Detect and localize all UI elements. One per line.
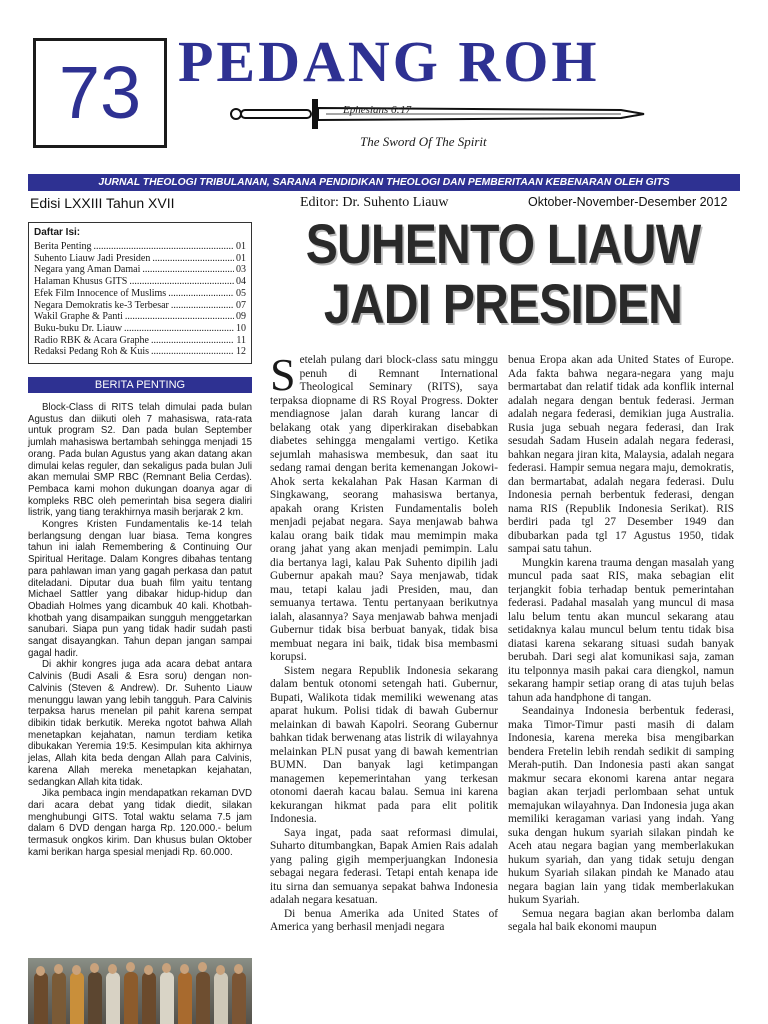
editor-label: Editor: Dr. Suhento Liauw [300,195,449,210]
toc-item[interactable]: Redaksi Pedang Roh & Kuis ..... 12 [34,346,246,358]
paragraph: Jika pembaca ingin mendapatkan rekaman DVD dari acara debat yang tidak diedit, silakan menghubungi GITS. Total waktu selama 7.5 jam dalam 6 DVD dengan harga Rp. 120.000.- belum termasuk ongkos kirim. Dan khusus bulan Oktober kami berikan harga spesial menjadi Rp. 60.000. [28,788,252,858]
toc-item[interactable]: Negara yang Aman Damai ..... 03 [34,264,246,276]
toc-item[interactable]: Suhento Liauw Jadi Presiden ..... 01 [34,253,246,265]
article-column-middle [270,354,498,1024]
article-column-right [508,354,734,1024]
issue-number: 73 [58,51,142,134]
toc-item[interactable]: Efek Film Innocence of Muslims ..... 05 [34,288,246,300]
paragraph: Sistem negara Republik Indonesia sekarang dalam bentuk otonomi setengah hati. Gubernur, Bupati, Walikota tidak memiliki wewenang atas aparat hukum. Polisi tidak di bawah Gubernur melainkan di bawah Kapolri. Seorang Gubernur bahkan tidak berwenang atas listrik di wilayahnya melainkan PLN pusat yang di bawah kementrian BUMN. Dan banyak lagi ketimpangan managemen kepemerintahan yang terkesan otonomi daerah kacau balau. Semua ini karena kekurangan hikmat pada para elit politik Indonesia. [270,664,498,825]
headline-line-1: SUHENTO LIAUW [305,212,701,275]
toc-item[interactable]: Negara Demokratis ke-3 Terbesar ..... 07 [34,300,246,312]
article-headline [301,214,705,334]
paragraph: Semua negara bagian akan berlomba dalam segala hal baik ekonomi maupun [508,907,734,933]
paragraph: Mungkin karena trauma dengan masalah yang muncul pada saat RIS, maka sebagian elit terjangkit fobia terhadap bentuk pemerintahan federasi. Padahal masalah yang muncul di masa lalu belum tentu akan muncul sekarang atau setidaknya kalau muncul belum tentu tidak bisa diatasi karena sekarang situasi sudah banyak berubah. Dari segi alat komunikasi saja, zaman itu telponnya masih pakai cara diengkol, namun sekarang hampir setiap orang di atas tujuh belas tahun ada handphone di tangan. [508,556,734,704]
edition-label: Edisi LXXIII Tahun XVII [30,195,175,211]
period-label: Oktober-November-Desember 2012 [528,195,728,209]
section-heading-berita-penting: BERITA PENTING [28,377,252,393]
toc-item[interactable]: Wakil Graphe & Panti ..... 09 [34,311,246,323]
table-of-contents [28,222,252,364]
journal-banner: JURNAL THEOLOGI TRIBULANAN, SARANA PENDIDIKAN THEOLOGI DAN PEMBERITAAN KEBENARAN OLEH GITS [28,174,740,191]
toc-item[interactable]: Halaman Khusus GITS ..... 04 [34,276,246,288]
paragraph: benua Eropa akan ada United States of Europe. Ada fakta bahwa negara-negara yang maju bermartabat dan relatif tidak ada konflik internal adalah negara dengan bentuk federasi. Jerman adalah negara federasi, demikian juga Australia. Rusia juga sebuah negara federasi, dan Irak sesudah Sadam Husein adalah negara federasi, bahkan negara jiran kita, Malaysia, adalah negara federasi. Hampir semua negara maju, demokratis, dan bermartabat, adalah negara federasi. Dulu Indonesia pernah berbentuk federasi, dengan nama RIS (Republik Indonesia Serikat). RIS berdiri pada tgl 27 Desember 1949 dan dibubarkan pada tgl 17 Agustus 1950, tidak sampai satu tahun. [508,354,734,555]
tagline: The Sword Of The Spirit [360,134,487,149]
paragraph: Setelah pulang dari block-class satu minggu penuh di Remnant International Theological Seminary (RITS), saya terpaksa diopname di RS Royal Progress. Dokter mendiagnose jalan darah kurang lancar di belakang otak yang diperkirakan disebabkan diabetes sehingga mengalami vertigo. Ketika sejumlah mahasiswa membesuk, dan saat itu sedang ramai dengan berita kemenangan Jokowi-Ahok serta kekalahan Pak Hasan Karman di Singkawang, seorang mahasiswa bertanya, apakah orang Kristen Fundamentalis boleh menjadi pejabat negara. Saya menjawab bahwa kalau orang baik tidak mau memimpin maka orang jahat yang akan menjadi pemimpin. Lalu dia bertanya lagi, kalau Pak Suhento dipilih jadi Gubernur apakah mau? Saya menjawab, tidak mau, tetapi kalau jadi Presiden, mau, dan semuanya tertawa. Tentu pertanyaan berikutnya ialah, alasannya? Saya menjawab bahwa menjadi Gubernur tidak bisa berbuat banyak, tidak bisa membuat negara ini baik, tidak bisa membasmi korupsi. [270,354,498,663]
berita-penting-column [28,402,252,858]
toc-item[interactable]: Radio RBK & Acara Graphe ..... 11 [34,335,246,347]
paragraph: Kongres Kristen Fundamentalis ke-14 telah berlangsung dengan luar biasa. Tema kongres tahun ini ialah Remembering & Continuing Our Spiritual Heritage. Dalam Kongres dibahas tentang para pahlawan iman yang gagah perkasa dan patut diteladani. Diputar dua buah film yaitu tentang Michael Sattler yang dibakar hidup-hidup dan Obadiah Holmes yang dicambuk 40 kali. Khotbah-khotbah yang disampaikan sungguh menggetarkan sanubari. Siapa pun yang tidak hadir sudah pasti sangat disayangkan. Tahun depan jangan sampai gagal hadir. [28,519,252,659]
verse-reference: Ephesians 6:17 [343,104,412,116]
toc-item[interactable]: Buku-buku Dr. Liauw ..... 10 [34,323,246,335]
issue-number-box [33,38,167,148]
toc-item[interactable]: Berita Penting ..... 01 [34,241,246,253]
drop-cap: S [270,354,296,400]
journal-title: PEDANG ROH [178,29,600,94]
headline-line-2: JADI PRESIDEN [323,272,683,335]
toc-title: Daftar Isi: [34,227,81,238]
paragraph: Saya ingat, pada saat reformasi dimulai, Suharto ditumbangkan, Bapak Amien Rais adalah yang paling gigih memperjuangkan Indonesia sebagai negara federasi. Tetapi entah kenapa ide itu sirna dan semuanya sepakat bahwa Indonesia adalah negara kesatuan. [270,826,498,906]
paragraph: Di akhir kongres juga ada acara debat antara Calvinis (Budi Asali & Esra soru) dengan non-Calvinis (Steven & Andrew). Dr. Suhento Liauw menunggu lawan yang lebih tangguh. Para Calvinis terpaksa harus menelan pil pahit karena sempat dibikin tidak berkutik. Mereka ngotot bahwa Allah menetapkan kejahatan, namun terdiam ketika dibukakan Yeremia 19:5. Kesimpulan kita akhirnya jelas, Allah kita beda dengan Allah para Calvinis, karena Allah mereka menetapkan kejahatan, sedangkan Allah kita tidak. [28,659,252,788]
paragraph: Di benua Amerika ada United States of America yang berhasil menjadi negara [270,907,498,933]
group-photo [28,958,252,1024]
paragraph: Seandainya Indonesia berbentuk federasi, maka Timor-Timur pasti masih di dalam Indonesia, karena mereka bisa mengibarkan bendera Fretelin lebih rendah sedikit di samping Merah-putih. Dan Indonesia pasti akan sangat makmur secara ekonomi karena antar negara bagian akan terjadi perlombaan sehat untuk memajukan wilayahnya. Dan Indonesia juga akan memiliki keragaman variasi yang indah. Yang suka dengan hukum syariah silakan pindah ke Aceh atau negara bagian yang memberlakukan hukum syariah, dan yang tidak setuju dengan hukum Syariah silakan pindah ke Manado atau negara bagian lain yang tidak memberlakukan hukum Syariah. [508,705,734,906]
paragraph: Block-Class di RITS telah dimulai pada bulan Agustus dan diikuti oleh 7 mahasiswa, rata-rata untuk program S2. Dan pada bulan September jumlah mahasiswa bertambah sehingga menjadi 15 orang. Pada bulan Agustus yang akan datang akan dimulai kelas reguler, dan sekaligus pada bulan Juli akan memulai SMP RBC (Remnant Belia Cerdas). Pembaca kami mohon dukungan doanya agar di kompleks RBC oleh pemerintah bisa segera dialiri listrik, yang tiang terakhirnya masih berjarak 2 km. [28,402,252,519]
